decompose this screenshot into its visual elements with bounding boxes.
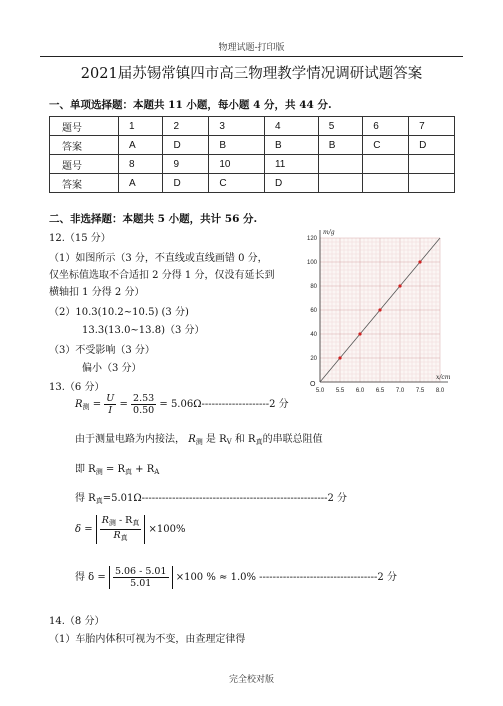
q12-label: 12.（15 分） — [49, 233, 111, 244]
formula-text: 真 — [124, 468, 132, 476]
section2-heading: 二、非选择题：本题共 5 小题，共计 56 分. — [49, 213, 258, 225]
fraction — [104, 393, 116, 416]
table-cell: C — [209, 174, 265, 193]
formula-text: A — [154, 468, 160, 476]
chart-x-tick-label: 6.5 — [375, 388, 385, 394]
table-cell — [318, 174, 362, 193]
table-cell: B — [209, 136, 265, 155]
chart-x-tick-label: 8.0 — [435, 388, 445, 394]
table-cell: C — [363, 136, 409, 155]
chart-y-tick-label: 120 — [306, 236, 317, 242]
chart-x-tick-label: 7.5 — [415, 388, 425, 394]
table-cell: D — [163, 136, 209, 155]
q12-text: 偏小（3 分） — [82, 363, 142, 374]
answer-table — [49, 116, 455, 193]
formula-text: 5.06 - 5.01 — [114, 566, 167, 577]
table-cell: D — [163, 174, 209, 193]
table-cell: 10 — [209, 155, 265, 174]
q12-text: 仅坐标值选取不合适扣 2 分得 1 分，仅没有延长到 — [49, 270, 275, 281]
formula-series — [75, 460, 159, 477]
q13-text-part: 得 R — [75, 493, 96, 504]
formula-text: 测 — [95, 468, 103, 476]
q12-text: 13.3(13.0~13.8)（3 分） — [82, 325, 205, 336]
q13-text-part: 由于测量电路为内接法， — [75, 434, 185, 445]
table-cell: D — [409, 136, 455, 155]
table-cell: 2 — [163, 117, 209, 136]
page-title: 2021届苏锡常镇四市高三物理教学情况调研试题答案 — [80, 66, 423, 82]
chart-x-tick-label: 5.5 — [335, 388, 345, 394]
table-cell: 3 — [209, 117, 265, 136]
q13-text-part: 是 R — [205, 434, 227, 445]
table-cell — [409, 155, 455, 174]
table-cell: A — [119, 136, 163, 155]
formula-text: --------------------2 分 — [201, 399, 289, 410]
table-cell: B — [264, 136, 318, 155]
q13-label: 13.（6 分） — [49, 382, 105, 393]
formula-text: 得 δ = — [75, 572, 106, 583]
chart-y-tick-label: 80 — [310, 284, 317, 290]
chart-y-tick-label: 40 — [310, 332, 317, 338]
formula-r-measured: $R_测$ = $\frac{U}{I}$ = $\frac{2.53}{0.50}$ = 5.06Ω--------------------2 分 — [75, 393, 289, 416]
chart-data-point — [418, 260, 421, 263]
formula-text: R — [101, 515, 109, 526]
q14-label: 14.（8 分） — [49, 616, 105, 627]
table-cell — [409, 174, 455, 193]
chart-y-tick-label: 100 — [306, 260, 317, 266]
q13-text — [75, 489, 347, 506]
q13-text-part: 测 — [195, 438, 203, 446]
formula-text: 真 — [120, 534, 128, 542]
table-cell: 6 — [363, 117, 409, 136]
chart-data-point — [358, 332, 361, 335]
table-cell: 4 — [264, 117, 318, 136]
table-cell: D — [264, 174, 318, 193]
table-row — [50, 136, 455, 155]
formula-text: 0.50 — [133, 405, 155, 416]
mass-extension-chart — [298, 224, 458, 404]
q13-text-part: 和 R — [231, 434, 256, 445]
formula-text: 即 R — [75, 464, 96, 475]
formula-text: δ = — [75, 524, 93, 535]
table-row — [50, 174, 455, 193]
q12-text: （1）如图所示（3 分，不直线或直线画错 0 分， — [49, 253, 268, 264]
abs-bars — [109, 566, 173, 589]
chart-y-tick-label: 20 — [310, 356, 317, 362]
page-header: 物理试题-打印版 — [218, 43, 285, 53]
table-cell: 题号 — [50, 155, 119, 174]
chart-x-label: x/cm — [436, 374, 451, 381]
chart-data-point — [338, 356, 341, 359]
table-cell — [363, 155, 409, 174]
table-cell: B — [318, 136, 362, 155]
q12-text: （3）不受影响（3 分） — [49, 345, 155, 356]
chart-x-tick-label: 7.0 — [395, 388, 405, 394]
formula-text: 2.53 — [133, 393, 155, 404]
table-cell: 答案 — [50, 136, 119, 155]
formula-final — [75, 566, 397, 589]
q12-text: 横轴扣 1 分得 2 分） — [49, 287, 145, 298]
formula-text: + R — [131, 464, 155, 475]
formula-text: = R — [102, 464, 125, 475]
table-cell: 题号 — [50, 117, 119, 136]
abs-bars — [96, 515, 146, 544]
table-cell: 11 — [264, 155, 318, 174]
q13-text-part: 的串联总阻值 — [262, 434, 323, 445]
table-row — [50, 155, 455, 174]
chart-origin-label: O — [310, 381, 316, 388]
q12-text: （2）10.3(10.2~10.5) (3 分) — [49, 307, 189, 318]
table-cell: 5 — [318, 117, 362, 136]
chart-data-point — [398, 284, 401, 287]
q14-text: （1）车胎内体积可视为不变，由查理定律得 — [49, 634, 246, 645]
formula-text: R — [113, 530, 121, 541]
formula-relative-error — [75, 515, 185, 544]
chart-y-tick-label: 60 — [310, 308, 317, 314]
table-cell: 7 — [409, 117, 455, 136]
section1-heading: 一、单项选择题：本题共 11 小题，每小题 4 分，共 44 分. — [49, 99, 332, 111]
table-cell: 8 — [119, 155, 163, 174]
formula-text: 5.01 — [130, 578, 152, 589]
table-cell — [363, 174, 409, 193]
formula-text: R — [75, 399, 83, 410]
table-cell: 9 — [163, 155, 209, 174]
formula-text: 测 — [82, 403, 90, 411]
table-cell: 1 — [119, 117, 163, 136]
page-footer: 完全校对版 — [228, 675, 274, 685]
table-row — [50, 117, 455, 136]
formula-text: 真 — [132, 519, 140, 527]
formula-text: U — [106, 393, 115, 404]
formula-text: I — [108, 405, 113, 416]
formula-text: ×100% — [148, 524, 186, 535]
q13-text-part: 真 — [255, 438, 263, 446]
header-rule — [40, 56, 463, 57]
fraction — [100, 515, 142, 544]
q13-text-part: =5.01Ω-------------------------------------------------------2 分 — [102, 493, 348, 504]
formula-text: = 5.06Ω — [159, 399, 202, 410]
chart-y-label: m/g — [323, 229, 335, 236]
formula-text: 测 — [108, 519, 116, 527]
table-cell: A — [119, 174, 163, 193]
chart-x-tick-label: 6.0 — [355, 388, 365, 394]
table-cell: 答案 — [50, 174, 119, 193]
fraction — [113, 566, 169, 589]
q13-text: 由于测量电路为内接法， $R_测$ 是 $R_V$ 和 $R_真$的串联总阻值 — [75, 434, 323, 446]
formula-text: ×100 % ≈ 1.0% -----------------------------------2 分 — [175, 572, 397, 583]
chart-data-point — [378, 308, 381, 311]
formula-text: - R — [115, 515, 133, 526]
fraction — [131, 393, 156, 416]
chart-x-tick-label: 5.0 — [315, 388, 325, 394]
q13-text-part: V — [226, 438, 232, 446]
q13-text-part: 真 — [95, 497, 103, 505]
table-cell — [318, 155, 362, 174]
